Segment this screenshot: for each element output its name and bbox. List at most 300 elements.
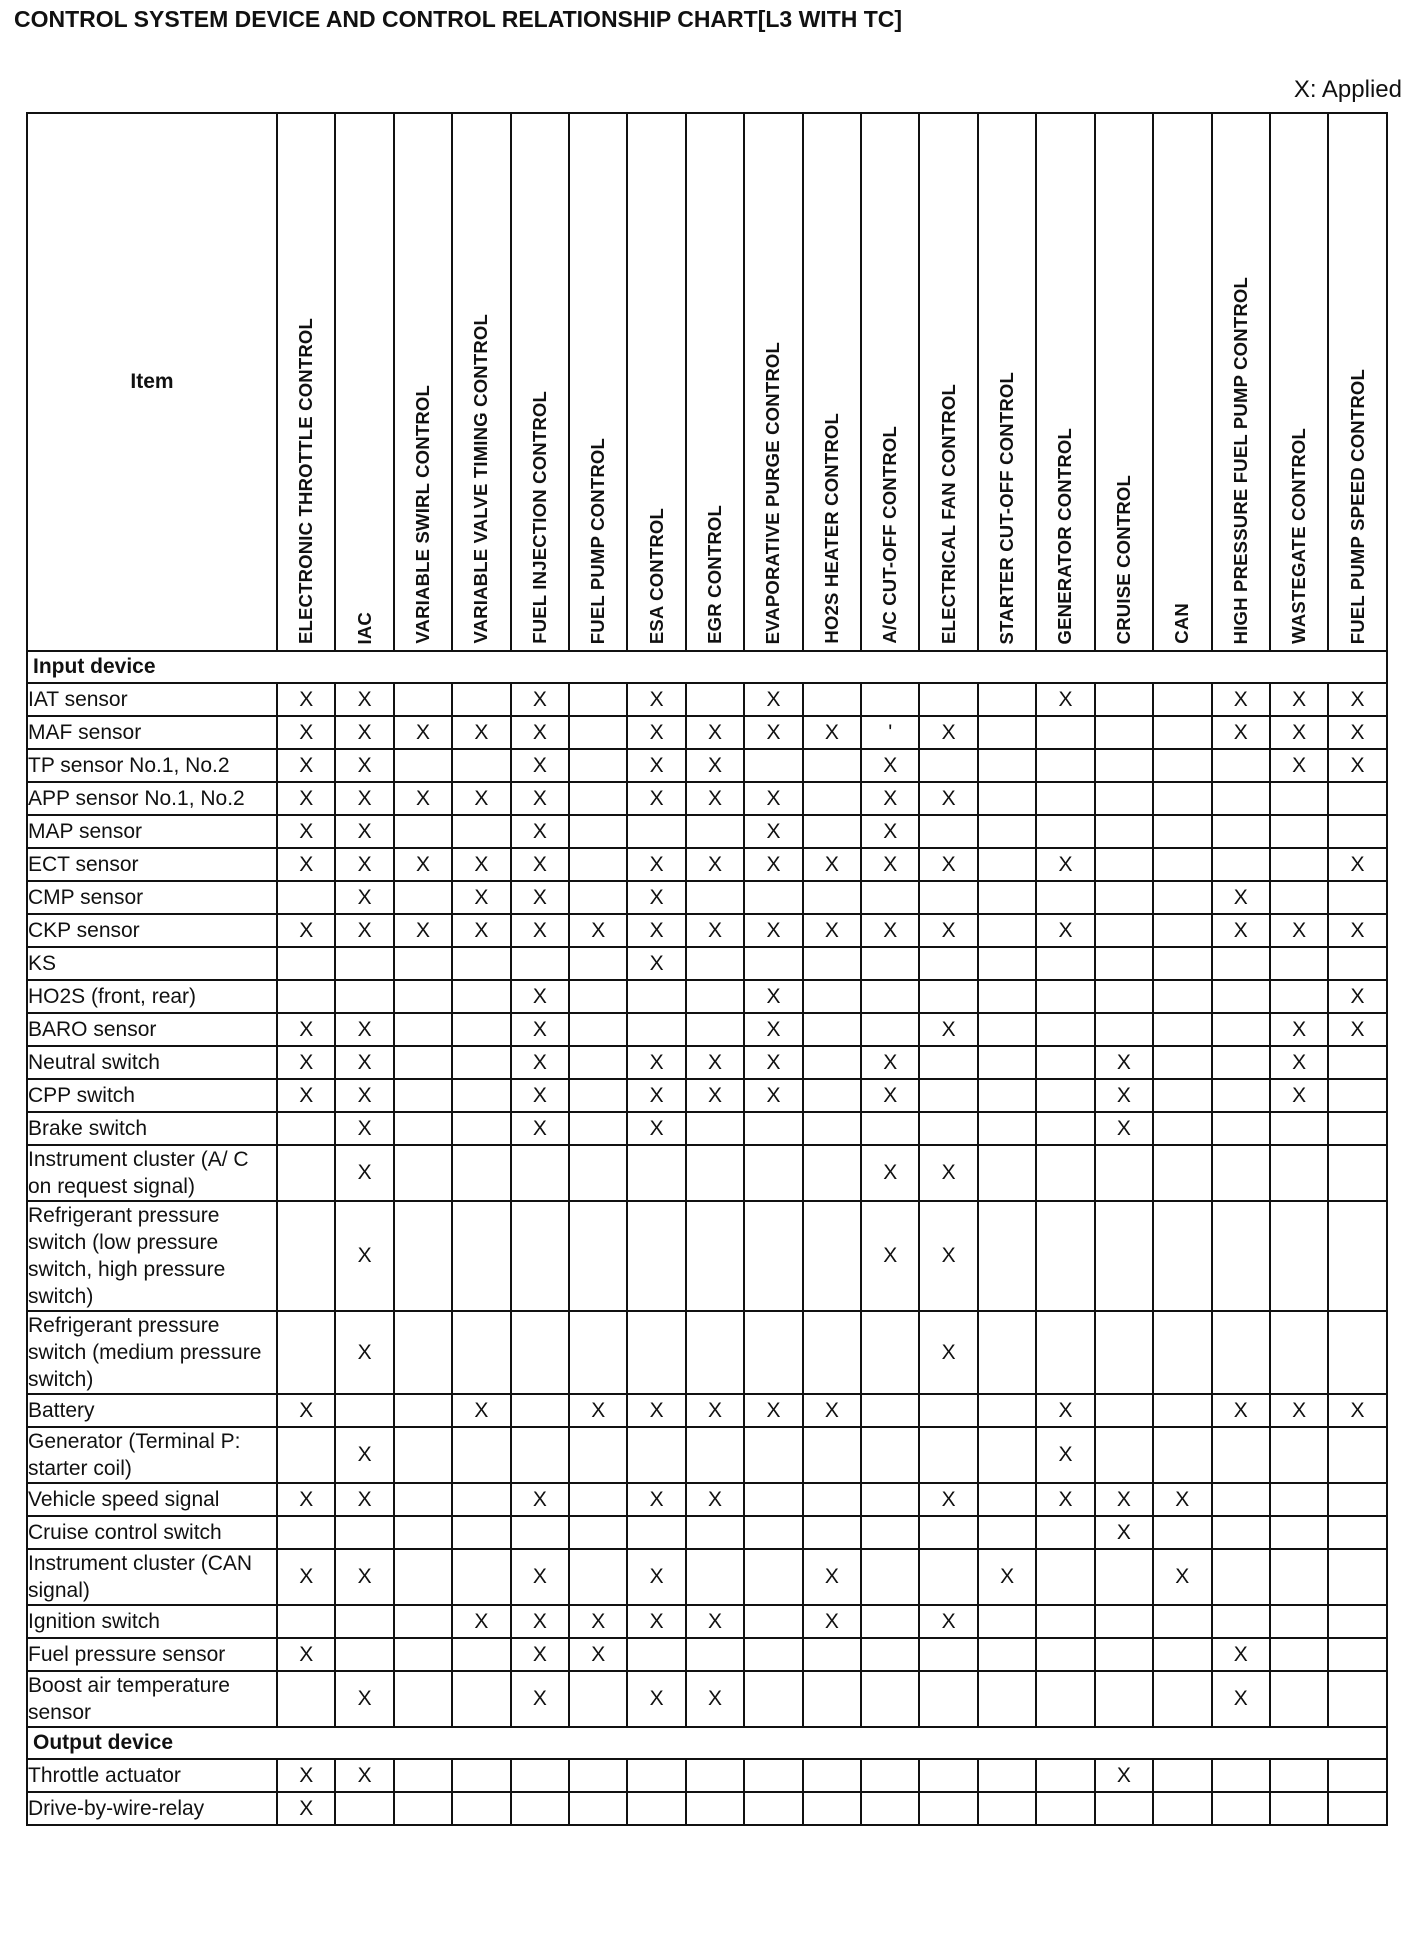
applied-mark-cell: X (1153, 1483, 1211, 1516)
applied-mark-cell (569, 1145, 627, 1201)
applied-mark-cell: X (335, 815, 393, 848)
applied-mark-cell: X (511, 1112, 569, 1145)
applied-mark-cell: X (335, 881, 393, 914)
applied-mark-cell: X (1036, 1483, 1094, 1516)
applied-mark-cell (511, 1201, 569, 1311)
applied-mark-cell (919, 1394, 977, 1427)
applied-mark-cell (1153, 716, 1211, 749)
applied-mark-cell: X (627, 749, 685, 782)
applied-mark-cell (686, 1549, 744, 1605)
applied-mark-cell: X (511, 782, 569, 815)
applied-mark-cell (511, 1145, 569, 1201)
applied-mark-cell (1328, 1079, 1386, 1112)
applied-mark-cell: X (627, 683, 685, 716)
applied-mark-cell: X (803, 1394, 861, 1427)
applied-mark-cell: X (1095, 1112, 1153, 1145)
applied-mark-cell (978, 683, 1036, 716)
row-label: Generator (Terminal P: starter coil) (27, 1427, 277, 1483)
applied-mark-cell (1036, 947, 1094, 980)
applied-mark-cell (744, 1112, 802, 1145)
table-row (27, 1638, 1387, 1671)
applied-mark-cell: X (803, 848, 861, 881)
applied-mark-cell (1270, 1201, 1328, 1311)
applied-mark-cell (978, 1427, 1036, 1483)
table-row (27, 980, 1387, 1013)
applied-mark-cell (861, 1759, 919, 1792)
column-header-label: HO2S HEATER CONTROL (820, 413, 842, 644)
applied-mark-cell (1328, 1112, 1386, 1145)
row-label: Ignition switch (27, 1605, 277, 1638)
applied-mark-cell: X (1153, 1549, 1211, 1605)
applied-mark-cell: X (1212, 1394, 1270, 1427)
applied-mark-cell: X (861, 1201, 919, 1311)
applied-mark-cell (1212, 848, 1270, 881)
applied-mark-cell (978, 1013, 1036, 1046)
applied-mark-cell (394, 1605, 452, 1638)
applied-mark-cell (627, 815, 685, 848)
applied-mark-cell: X (1328, 848, 1386, 881)
applied-mark-cell: X (686, 1483, 744, 1516)
item-column-header: Item (27, 113, 277, 651)
applied-mark-cell (1212, 1046, 1270, 1079)
applied-mark-cell: X (803, 1605, 861, 1638)
applied-mark-cell: X (511, 881, 569, 914)
applied-mark-cell (1095, 1605, 1153, 1638)
applied-mark-cell (394, 1046, 452, 1079)
applied-mark-cell: X (569, 914, 627, 947)
column-header-label: GENERATOR CONTROL (1054, 427, 1076, 644)
applied-mark-cell (394, 815, 452, 848)
applied-mark-cell: X (335, 1549, 393, 1605)
column-header-label: ELECTRONIC THROTTLE CONTROL (295, 317, 317, 644)
applied-mark-cell: X (335, 683, 393, 716)
applied-mark-cell (1270, 815, 1328, 848)
applied-mark-cell (569, 1013, 627, 1046)
applied-mark-cell: X (511, 683, 569, 716)
applied-mark-cell: X (394, 914, 452, 947)
applied-mark-cell (511, 947, 569, 980)
row-label: HO2S (front, rear) (27, 980, 277, 1013)
applied-mark-cell: X (1212, 1671, 1270, 1727)
applied-mark-cell (744, 1201, 802, 1311)
applied-mark-cell (1095, 848, 1153, 881)
applied-mark-cell (919, 749, 977, 782)
row-label: BARO sensor (27, 1013, 277, 1046)
applied-mark-cell: X (335, 1145, 393, 1201)
applied-mark-cell: X (1095, 1046, 1153, 1079)
applied-mark-cell: X (394, 782, 452, 815)
table-row (27, 1201, 1387, 1311)
applied-mark-cell (394, 1112, 452, 1145)
applied-mark-cell (452, 1638, 510, 1671)
applied-mark-cell (394, 1311, 452, 1394)
applied-mark-cell (1036, 1201, 1094, 1311)
applied-mark-cell: X (744, 1079, 802, 1112)
table-row (27, 815, 1387, 848)
applied-mark-cell: X (569, 1605, 627, 1638)
applied-mark-cell (1153, 1145, 1211, 1201)
applied-mark-cell (627, 1013, 685, 1046)
applied-mark-cell (1212, 1759, 1270, 1792)
applied-mark-cell: X (511, 1638, 569, 1671)
column-header (1270, 113, 1328, 651)
applied-mark-cell (686, 1792, 744, 1825)
applied-mark-cell: X (1270, 1079, 1328, 1112)
applied-mark-cell (1212, 1605, 1270, 1638)
applied-mark-cell (569, 1311, 627, 1394)
applied-mark-cell (1212, 1112, 1270, 1145)
applied-mark-cell: X (1270, 914, 1328, 947)
applied-mark-cell: X (452, 1394, 510, 1427)
applied-mark-cell (803, 1671, 861, 1727)
applied-mark-cell (1153, 881, 1211, 914)
applied-mark-cell (627, 1201, 685, 1311)
applied-mark-cell (452, 1516, 510, 1549)
applied-mark-cell: X (335, 749, 393, 782)
applied-mark-cell: X (277, 914, 335, 947)
applied-mark-cell (1270, 1759, 1328, 1792)
applied-mark-cell (1270, 1483, 1328, 1516)
applied-mark-cell (978, 947, 1036, 980)
applied-mark-cell (861, 947, 919, 980)
applied-mark-cell (1212, 947, 1270, 980)
applied-mark-cell (861, 1605, 919, 1638)
applied-mark-cell (569, 815, 627, 848)
applied-mark-cell (1270, 1516, 1328, 1549)
applied-mark-cell (1270, 881, 1328, 914)
applied-mark-cell (569, 749, 627, 782)
applied-mark-cell (919, 683, 977, 716)
applied-mark-cell (1036, 1792, 1094, 1825)
column-header (1153, 113, 1211, 651)
applied-mark-cell (1153, 947, 1211, 980)
relationship-chart (26, 112, 1388, 1826)
applied-mark-cell: X (627, 1671, 685, 1727)
applied-mark-cell (569, 1516, 627, 1549)
applied-mark-cell (803, 1013, 861, 1046)
applied-mark-cell (452, 980, 510, 1013)
applied-mark-cell (1328, 1145, 1386, 1201)
applied-mark-cell (394, 980, 452, 1013)
row-label: CPP switch (27, 1079, 277, 1112)
applied-mark-cell: X (277, 749, 335, 782)
applied-mark-cell (569, 947, 627, 980)
applied-mark-cell (1036, 1605, 1094, 1638)
applied-mark-cell (1095, 1013, 1153, 1046)
applied-mark-cell: X (919, 1013, 977, 1046)
applied-mark-cell (1036, 815, 1094, 848)
applied-mark-cell (394, 1792, 452, 1825)
applied-mark-cell (803, 782, 861, 815)
applied-mark-cell: X (1328, 980, 1386, 1013)
applied-mark-cell (569, 1549, 627, 1605)
applied-mark-cell (744, 1638, 802, 1671)
applied-mark-cell (1212, 1145, 1270, 1201)
applied-mark-cell (1153, 1112, 1211, 1145)
applied-mark-cell: X (627, 848, 685, 881)
applied-mark-cell (1153, 1759, 1211, 1792)
applied-mark-cell: X (569, 1638, 627, 1671)
applied-mark-cell: X (744, 1394, 802, 1427)
applied-mark-cell (861, 1792, 919, 1825)
applied-mark-cell: X (1095, 1079, 1153, 1112)
applied-mark-cell (1270, 980, 1328, 1013)
applied-mark-cell (861, 1516, 919, 1549)
applied-mark-cell (335, 980, 393, 1013)
applied-mark-cell: X (1328, 716, 1386, 749)
applied-mark-cell (1095, 683, 1153, 716)
applied-mark-cell (803, 1079, 861, 1112)
applied-mark-cell (1328, 1792, 1386, 1825)
column-header (861, 113, 919, 651)
applied-mark-cell (1153, 782, 1211, 815)
applied-mark-cell (335, 1516, 393, 1549)
applied-mark-cell: X (277, 1549, 335, 1605)
applied-mark-cell: X (335, 914, 393, 947)
applied-mark-cell (1095, 716, 1153, 749)
applied-mark-cell: X (1270, 1013, 1328, 1046)
row-label: Instrument cluster (CAN signal) (27, 1549, 277, 1605)
row-label: APP sensor No.1, No.2 (27, 782, 277, 815)
applied-mark-cell: X (686, 848, 744, 881)
applied-mark-cell (744, 1483, 802, 1516)
applied-mark-cell (919, 1046, 977, 1079)
applied-mark-cell: X (277, 1079, 335, 1112)
applied-mark-cell: X (686, 1671, 744, 1727)
applied-mark-cell (394, 1394, 452, 1427)
applied-mark-cell (511, 1792, 569, 1825)
applied-mark-cell (452, 1759, 510, 1792)
applied-mark-cell: X (744, 848, 802, 881)
applied-mark-cell (627, 1516, 685, 1549)
applied-mark-cell (569, 1427, 627, 1483)
applied-mark-cell: X (627, 716, 685, 749)
applied-mark-cell (1036, 1145, 1094, 1201)
column-header (686, 113, 744, 651)
applied-mark-cell: X (394, 848, 452, 881)
applied-mark-cell (861, 1013, 919, 1046)
applied-mark-cell: X (686, 749, 744, 782)
applied-mark-cell (1153, 1605, 1211, 1638)
applied-mark-cell (1036, 749, 1094, 782)
applied-mark-cell (978, 1079, 1036, 1112)
applied-mark-cell: X (686, 1079, 744, 1112)
applied-mark-cell (569, 716, 627, 749)
applied-mark-cell: X (861, 1079, 919, 1112)
applied-mark-cell: X (627, 1079, 685, 1112)
applied-mark-cell (1095, 1671, 1153, 1727)
applied-mark-cell: X (861, 914, 919, 947)
applied-mark-cell (978, 1792, 1036, 1825)
applied-mark-cell (686, 1013, 744, 1046)
applied-mark-cell (1153, 1013, 1211, 1046)
applied-mark-cell: X (335, 782, 393, 815)
applied-mark-cell (1153, 1079, 1211, 1112)
applied-mark-cell (861, 1112, 919, 1145)
applied-mark-cell (1270, 1145, 1328, 1201)
applied-mark-cell: X (861, 848, 919, 881)
applied-mark-cell (686, 980, 744, 1013)
applied-mark-cell (1036, 1079, 1094, 1112)
applied-mark-cell: X (919, 914, 977, 947)
applied-mark-cell: X (919, 848, 977, 881)
applied-mark-cell (1328, 782, 1386, 815)
applied-mark-cell: X (861, 815, 919, 848)
applied-mark-cell (1328, 1483, 1386, 1516)
applied-mark-cell: X (335, 1671, 393, 1727)
applied-mark-cell: X (335, 1079, 393, 1112)
applied-mark-cell (277, 881, 335, 914)
applied-mark-cell (1036, 1671, 1094, 1727)
applied-mark-cell (452, 749, 510, 782)
applied-mark-cell (1036, 1638, 1094, 1671)
applied-mark-cell (1095, 914, 1153, 947)
applied-mark-cell (452, 1311, 510, 1394)
applied-mark-cell: X (511, 815, 569, 848)
applied-mark-cell: X (335, 1311, 393, 1394)
applied-mark-cell: X (335, 716, 393, 749)
column-header (627, 113, 685, 651)
applied-mark-cell (452, 947, 510, 980)
applied-mark-cell (1328, 815, 1386, 848)
applied-mark-cell: X (277, 1046, 335, 1079)
table-row (27, 1112, 1387, 1145)
row-label: IAT sensor (27, 683, 277, 716)
applied-mark-cell (569, 1759, 627, 1792)
applied-mark-cell (919, 1759, 977, 1792)
applied-mark-cell: X (277, 848, 335, 881)
applied-mark-cell: X (744, 914, 802, 947)
applied-mark-cell: ' (861, 716, 919, 749)
applied-mark-cell (1153, 1792, 1211, 1825)
column-header-label: CAN (1171, 603, 1193, 644)
applied-mark-cell (1095, 1145, 1153, 1201)
row-label: MAP sensor (27, 815, 277, 848)
table-row (27, 1394, 1387, 1427)
applied-mark-cell: X (511, 749, 569, 782)
applied-mark-cell (919, 1671, 977, 1727)
applied-mark-cell (978, 1201, 1036, 1311)
applied-mark-cell: X (1270, 683, 1328, 716)
applied-mark-cell (627, 1427, 685, 1483)
applied-mark-cell (394, 1516, 452, 1549)
applied-mark-cell (511, 1311, 569, 1394)
applied-mark-cell (1153, 980, 1211, 1013)
applied-mark-cell (569, 1201, 627, 1311)
applied-mark-cell (803, 683, 861, 716)
applied-mark-cell (978, 1394, 1036, 1427)
row-label: Vehicle speed signal (27, 1483, 277, 1516)
applied-mark-cell (511, 1516, 569, 1549)
applied-mark-cell (569, 683, 627, 716)
applied-mark-cell: X (511, 1549, 569, 1605)
applied-mark-cell (1212, 1013, 1270, 1046)
applied-mark-cell (1212, 815, 1270, 848)
applied-mark-cell (803, 749, 861, 782)
applied-mark-cell: X (744, 782, 802, 815)
applied-mark-cell (1212, 1311, 1270, 1394)
applied-mark-cell: X (452, 782, 510, 815)
applied-mark-cell (627, 980, 685, 1013)
applied-mark-cell (569, 1483, 627, 1516)
row-label: Cruise control switch (27, 1516, 277, 1549)
applied-mark-cell (1095, 782, 1153, 815)
applied-mark-cell (686, 1201, 744, 1311)
applied-mark-cell (1270, 947, 1328, 980)
applied-mark-cell (919, 1516, 977, 1549)
applied-mark-cell (1095, 1427, 1153, 1483)
applied-mark-cell (861, 1671, 919, 1727)
applied-mark-cell: X (919, 1145, 977, 1201)
applied-mark-cell (452, 815, 510, 848)
applied-mark-cell (978, 1516, 1036, 1549)
applied-mark-cell: X (335, 1201, 393, 1311)
applied-mark-cell (1328, 881, 1386, 914)
applied-mark-cell (452, 1549, 510, 1605)
applied-mark-cell: X (861, 1145, 919, 1201)
applied-mark-cell (803, 1145, 861, 1201)
applied-mark-cell: X (1212, 881, 1270, 914)
applied-mark-cell (1212, 1079, 1270, 1112)
applied-mark-cell (803, 1201, 861, 1311)
applied-mark-cell (919, 1112, 977, 1145)
table-row (27, 1427, 1387, 1483)
applied-mark-cell (335, 1394, 393, 1427)
applied-mark-cell (978, 782, 1036, 815)
applied-mark-cell (1328, 1311, 1386, 1394)
applied-mark-cell: X (1328, 914, 1386, 947)
applied-mark-cell (803, 980, 861, 1013)
applied-mark-cell (569, 848, 627, 881)
applied-mark-cell: X (627, 914, 685, 947)
applied-mark-cell (861, 683, 919, 716)
applied-mark-cell: X (277, 716, 335, 749)
applied-mark-cell (919, 1427, 977, 1483)
column-header (452, 113, 510, 651)
applied-mark-cell: X (744, 1013, 802, 1046)
row-label: CKP sensor (27, 914, 277, 947)
applied-mark-cell (452, 1112, 510, 1145)
table-row (27, 1311, 1387, 1394)
applied-mark-cell (452, 1046, 510, 1079)
applied-mark-cell: X (511, 1046, 569, 1079)
applied-mark-cell (686, 881, 744, 914)
applied-mark-cell: X (627, 947, 685, 980)
applied-mark-cell (1153, 1638, 1211, 1671)
applied-mark-cell (1153, 683, 1211, 716)
applied-mark-cell: X (335, 1427, 393, 1483)
column-header-label: ESA CONTROL (645, 507, 667, 644)
applied-mark-cell (1270, 1549, 1328, 1605)
column-header-label: HIGH PRESSURE FUEL PUMP CONTROL (1229, 276, 1251, 644)
table-row (27, 1013, 1387, 1046)
column-header (335, 113, 393, 651)
applied-mark-cell (452, 1013, 510, 1046)
applied-mark-cell: X (919, 1201, 977, 1311)
table-row (27, 1516, 1387, 1549)
applied-mark-cell (1095, 1792, 1153, 1825)
applied-mark-cell: X (511, 980, 569, 1013)
applied-mark-cell (803, 1792, 861, 1825)
applied-mark-cell: X (277, 1792, 335, 1825)
applied-mark-cell (686, 1112, 744, 1145)
applied-mark-cell (335, 1605, 393, 1638)
applied-mark-cell: X (511, 1671, 569, 1727)
row-label: ECT sensor (27, 848, 277, 881)
applied-mark-cell (1212, 1483, 1270, 1516)
applied-mark-cell (978, 1671, 1036, 1727)
applied-mark-cell (1270, 1427, 1328, 1483)
